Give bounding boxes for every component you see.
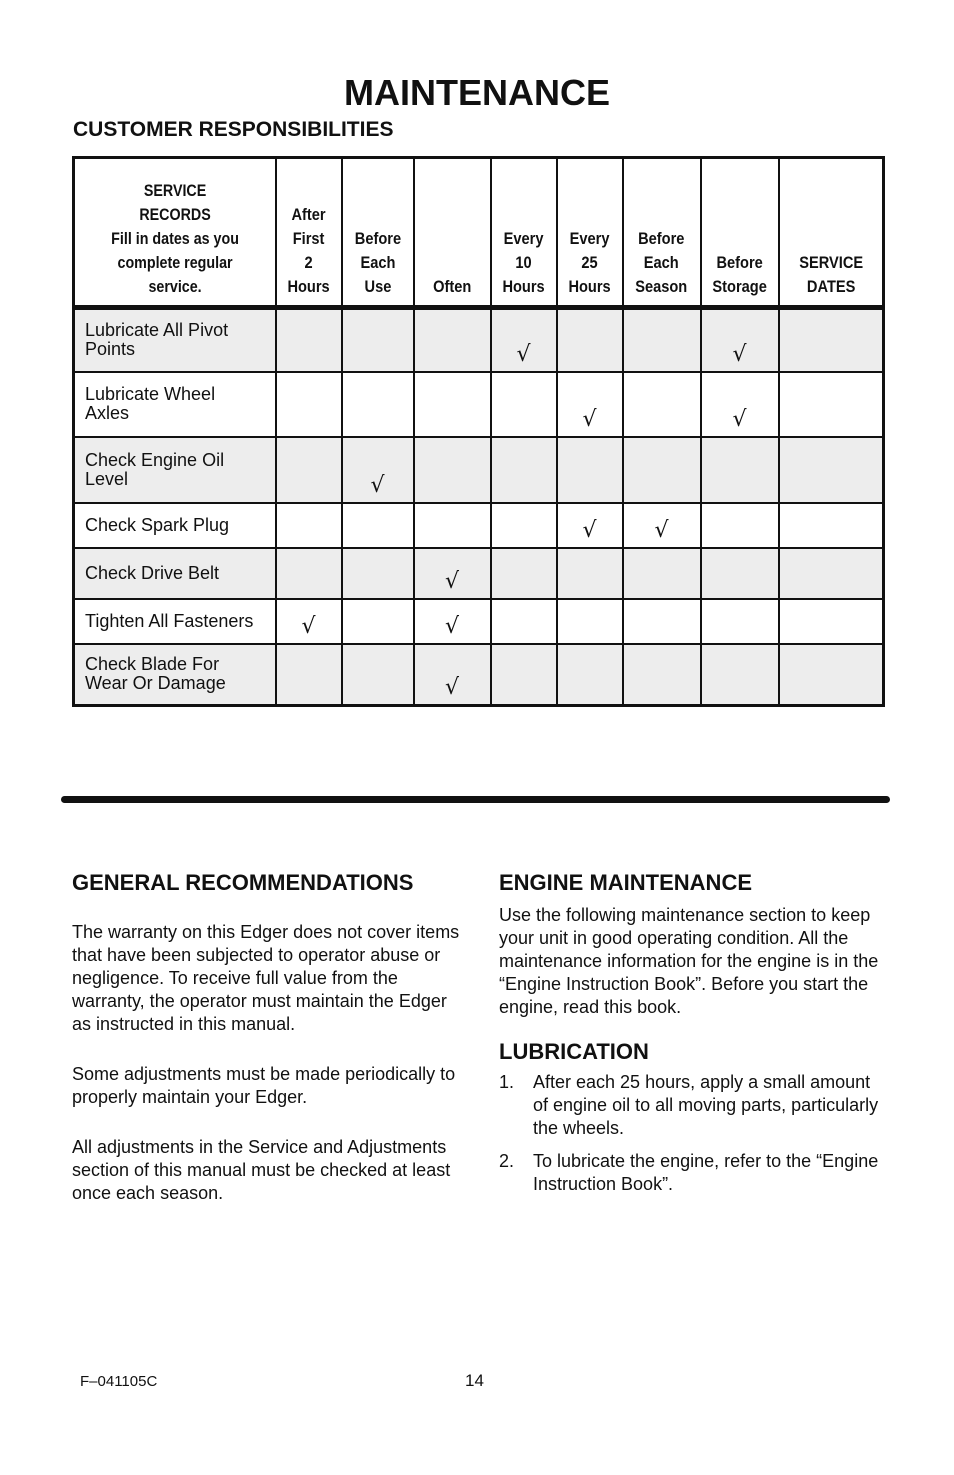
table-row <box>74 503 884 548</box>
header-service-dates: SERVICE DATES <box>779 158 884 308</box>
engine-maintenance-text: Use the following maintenance section to keep your unit in good operating condition. All the maintenance information for the engine is in the “Engine Instruction Book”. Before you start the engine, read this book. <box>499 905 879 1017</box>
check-mark-icon: √ <box>582 406 597 432</box>
header-after-first-2-hours: After First 2 Hours <box>276 158 342 308</box>
empty-cell <box>491 548 557 599</box>
check-mark-icon: √ <box>654 517 669 543</box>
empty-cell <box>414 372 491 437</box>
check-mark-cell <box>491 308 557 372</box>
table-row <box>74 548 884 599</box>
check-mark-icon: √ <box>301 613 316 639</box>
task-cell: Check Engine Oil Level <box>74 437 276 503</box>
check-mark-cell <box>623 503 701 548</box>
empty-cell <box>623 644 701 706</box>
empty-cell <box>701 437 779 503</box>
check-mark-cell <box>414 548 491 599</box>
empty-cell <box>276 548 342 599</box>
empty-cell <box>342 644 414 706</box>
empty-cell <box>342 308 414 372</box>
check-mark-icon: √ <box>444 568 460 594</box>
task-cell: Check Drive Belt <box>74 548 276 599</box>
check-mark-icon: √ <box>732 406 747 432</box>
check-mark-cell <box>701 372 779 437</box>
general-paragraph: All adjustments in the Service and Adjustments section of this manual must be checked at least once each season. <box>72 1137 451 1203</box>
check-mark-icon: √ <box>516 341 531 367</box>
empty-cell <box>557 644 623 706</box>
table-header-row <box>74 158 884 308</box>
general-recommendations-section <box>72 870 462 1205</box>
empty-cell <box>276 644 342 706</box>
empty-cell <box>414 503 491 548</box>
empty-cell <box>491 503 557 548</box>
table-row <box>74 599 884 644</box>
empty-cell <box>623 548 701 599</box>
check-mark-icon: √ <box>582 517 597 543</box>
empty-cell <box>342 548 414 599</box>
empty-cell <box>623 437 701 503</box>
empty-cell <box>491 599 557 644</box>
header-before-each-season: Before Each Season <box>623 158 701 308</box>
empty-cell <box>779 372 884 437</box>
table-row <box>74 437 884 503</box>
list-item: 1. After each 25 hours, apply a small amount of engine oil to all moving parts, particularly the wheels. <box>499 1072 879 1138</box>
check-mark-cell <box>276 599 342 644</box>
check-mark-icon: √ <box>370 472 385 498</box>
empty-cell <box>701 548 779 599</box>
empty-cell <box>276 437 342 503</box>
empty-cell <box>342 372 414 437</box>
empty-cell <box>779 503 884 548</box>
empty-cell <box>623 372 701 437</box>
check-mark-icon: √ <box>732 341 747 367</box>
empty-cell <box>557 437 623 503</box>
check-mark-cell <box>557 372 623 437</box>
lubrication-heading: LUBRICATION <box>499 1039 649 1064</box>
empty-cell <box>779 548 884 599</box>
engine-maintenance-section <box>499 870 889 1196</box>
table-row <box>74 308 884 372</box>
task-cell: Lubricate Wheel Axles <box>74 372 276 437</box>
header-before-each-use: Before Each Use <box>342 158 414 308</box>
header-every-10-hours: Every 10 Hours <box>491 158 557 308</box>
empty-cell <box>342 599 414 644</box>
empty-cell <box>779 437 884 503</box>
task-cell: Lubricate All Pivot Points <box>74 308 276 372</box>
empty-cell <box>701 599 779 644</box>
task-cell: Check Spark Plug <box>74 503 276 548</box>
empty-cell <box>779 308 884 372</box>
general-paragraph: The warranty on this Edger does not cover items that have been subjected to operator abuse or negligence. To receive full value from the warranty, the operator must maintain the Edger as instructed in this manual. <box>72 922 460 1034</box>
empty-cell <box>557 548 623 599</box>
empty-cell <box>276 308 342 372</box>
empty-cell <box>276 503 342 548</box>
check-mark-icon: √ <box>444 613 460 639</box>
table-row <box>74 372 884 437</box>
general-paragraph: Some adjustments must be made periodically to properly maintain your Edger. <box>72 1064 456 1107</box>
empty-cell <box>557 599 623 644</box>
empty-cell <box>779 599 884 644</box>
page-title: MAINTENANCE <box>344 72 610 113</box>
page-number: 14 <box>465 1371 484 1390</box>
section-heading-customer-responsibilities: CUSTOMER RESPONSIBILITIES <box>73 118 394 141</box>
lubrication-list <box>499 1071 889 1196</box>
empty-cell <box>701 644 779 706</box>
general-recommendations-heading: GENERAL RECOMMENDATIONS <box>72 870 414 895</box>
header-often: Often <box>414 158 491 308</box>
task-cell: Check Blade For Wear Or Damage <box>74 644 276 706</box>
check-mark-cell <box>414 599 491 644</box>
document-code: F–041105C <box>80 1373 158 1390</box>
empty-cell <box>276 372 342 437</box>
check-mark-icon: √ <box>444 675 460 700</box>
check-mark-cell <box>414 644 491 706</box>
empty-cell <box>701 503 779 548</box>
task-cell: Tighten All Fasteners <box>74 599 276 644</box>
list-item: 2. To lubricate the engine, refer to the “Engine Instruction Book”. <box>499 1151 879 1194</box>
header-before-storage: Before Storage <box>701 158 779 308</box>
empty-cell <box>623 308 701 372</box>
section-divider <box>61 796 890 803</box>
empty-cell <box>414 308 491 372</box>
empty-cell <box>557 308 623 372</box>
empty-cell <box>491 437 557 503</box>
empty-cell <box>491 644 557 706</box>
empty-cell <box>779 644 884 706</box>
header-service-records: SERVICE RECORDS Fill in dates as you complete regular service. <box>74 158 276 308</box>
check-mark-cell <box>701 308 779 372</box>
engine-maintenance-heading: ENGINE MAINTENANCE <box>499 870 753 895</box>
header-every-25-hours: Every 25 Hours <box>557 158 623 308</box>
check-mark-cell <box>342 437 414 503</box>
table-row <box>74 644 884 706</box>
service-records-table <box>72 156 885 707</box>
empty-cell <box>491 372 557 437</box>
empty-cell <box>414 437 491 503</box>
empty-cell <box>623 599 701 644</box>
empty-cell <box>342 503 414 548</box>
check-mark-cell <box>557 503 623 548</box>
